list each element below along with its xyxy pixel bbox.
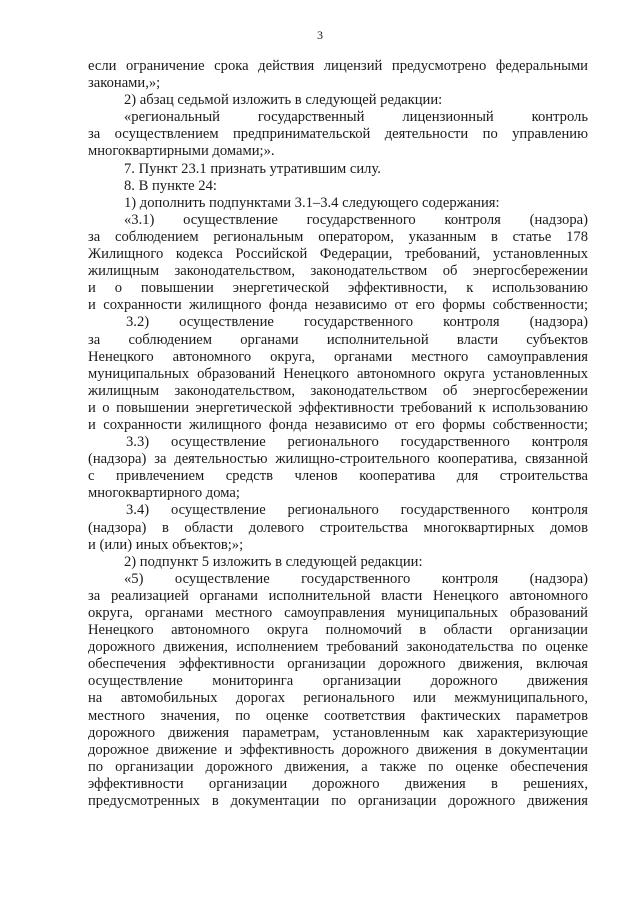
text-line: многоквартирного дома; bbox=[88, 485, 240, 502]
text-line: Ненецкого автономного округа, органами местного самоуправления bbox=[88, 348, 588, 365]
text-line: осуществление мониторинга организации дорожного движения bbox=[88, 673, 588, 690]
text-line: «3.1) осуществление государственного контроля (надзора) bbox=[124, 211, 588, 228]
text-line: и о повышении энергетической эффективности, к использованию bbox=[88, 280, 588, 297]
text-line: дорожного движения, исполнением требований законодательства по оценке bbox=[88, 639, 588, 656]
text-line: 8. В пункте 24: bbox=[124, 177, 217, 194]
text-line: предусмотренных в документации по организации дорожного движения bbox=[88, 793, 588, 810]
text-line: жилищным законодательством, законодательством об энергосбережении bbox=[88, 382, 588, 399]
text-line: 1) дополнить подпунктами 3.1–3.4 следующего содержания: bbox=[124, 194, 500, 211]
text-line: «5) осуществление государственного контроля (надзора) bbox=[124, 570, 588, 587]
text-line: и (или) иных объектов;»; bbox=[88, 536, 244, 553]
text-line: муниципальных образований Ненецкого автономного округа установленных bbox=[88, 365, 588, 382]
text-line: Ненецкого автономного округа полномочий в области организации bbox=[88, 622, 588, 639]
text-line: «региональный государственный лицензионный контроль bbox=[124, 109, 588, 126]
text-line: за осуществлением предпринимательской деятельности по управлению bbox=[88, 126, 588, 143]
text-line: 3.2) осуществление государственного контроля (надзора) bbox=[126, 314, 588, 331]
page-number: 3 bbox=[317, 28, 323, 42]
text-line: (надзора) за деятельностью жилищно-строительного кооператива, связанной bbox=[88, 451, 588, 468]
text-line: за реализацией органами исполнительной власти Ненецкого автономного bbox=[88, 587, 588, 604]
text-line: и сохранности жилищного фонда независимо от его формы собственности; bbox=[88, 297, 588, 314]
text-line: 7. Пункт 23.1 признать утратившим силу. bbox=[124, 160, 381, 177]
text-line: эффективности организации дорожного движения в решениях, bbox=[88, 775, 588, 792]
text-line: по организации дорожного движения, а также по оценке обеспечения bbox=[88, 758, 588, 775]
document-body bbox=[88, 58, 588, 810]
text-line: местного значения, по оценке соответствия фактических параметров bbox=[88, 707, 588, 724]
text-line: с привлечением средств членов кооператива для строительства bbox=[88, 468, 588, 485]
text-line: за соблюдением региональным оператором, указанным в статье 178 bbox=[88, 228, 588, 245]
text-line: округа, органами местного самоуправления муниципальных образований bbox=[88, 605, 588, 621]
text-line: дорожного движения параметрам, установленным как характеризующие bbox=[88, 724, 588, 741]
text-line: (надзора) в области долевого строительства многоквартирных домов bbox=[88, 519, 588, 536]
text-line: жилищным законодательством, законодательством об энергосбережении bbox=[88, 263, 588, 280]
text-line: Жилищного кодекса Российской Федерации, требований, установленных bbox=[88, 246, 588, 263]
text-line: 3.3) осуществление регионального государственного контроля bbox=[126, 434, 588, 451]
text-line: на автомобильных дорогах регионального или межмуниципального, bbox=[88, 690, 588, 707]
text-line: обеспечения эффективности организации дорожного движения, включая bbox=[88, 656, 588, 673]
text-line: законами,»; bbox=[88, 75, 161, 92]
text-line: дорожное движение и эффективность дорожного движения в документации bbox=[88, 741, 588, 758]
text-line: за соблюдением органами исполнительной власти субъектов bbox=[88, 331, 588, 348]
text-line: если ограничение срока действия лицензий предусмотрено федеральными bbox=[88, 58, 588, 74]
text-line: 2) подпункт 5 изложить в следующей редакции: bbox=[124, 553, 423, 570]
text-line: и сохранности жилищного фонда независимо от его формы собственности; bbox=[88, 416, 588, 433]
text-line: 2) абзац седьмой изложить в следующей редакции: bbox=[124, 92, 443, 109]
text-line: 3.4) осуществление регионального государственного контроля bbox=[126, 502, 588, 519]
text-line: и о повышении энергетической эффективности требований к использованию bbox=[88, 399, 588, 416]
text-line: многоквартирными домами;». bbox=[88, 143, 275, 160]
